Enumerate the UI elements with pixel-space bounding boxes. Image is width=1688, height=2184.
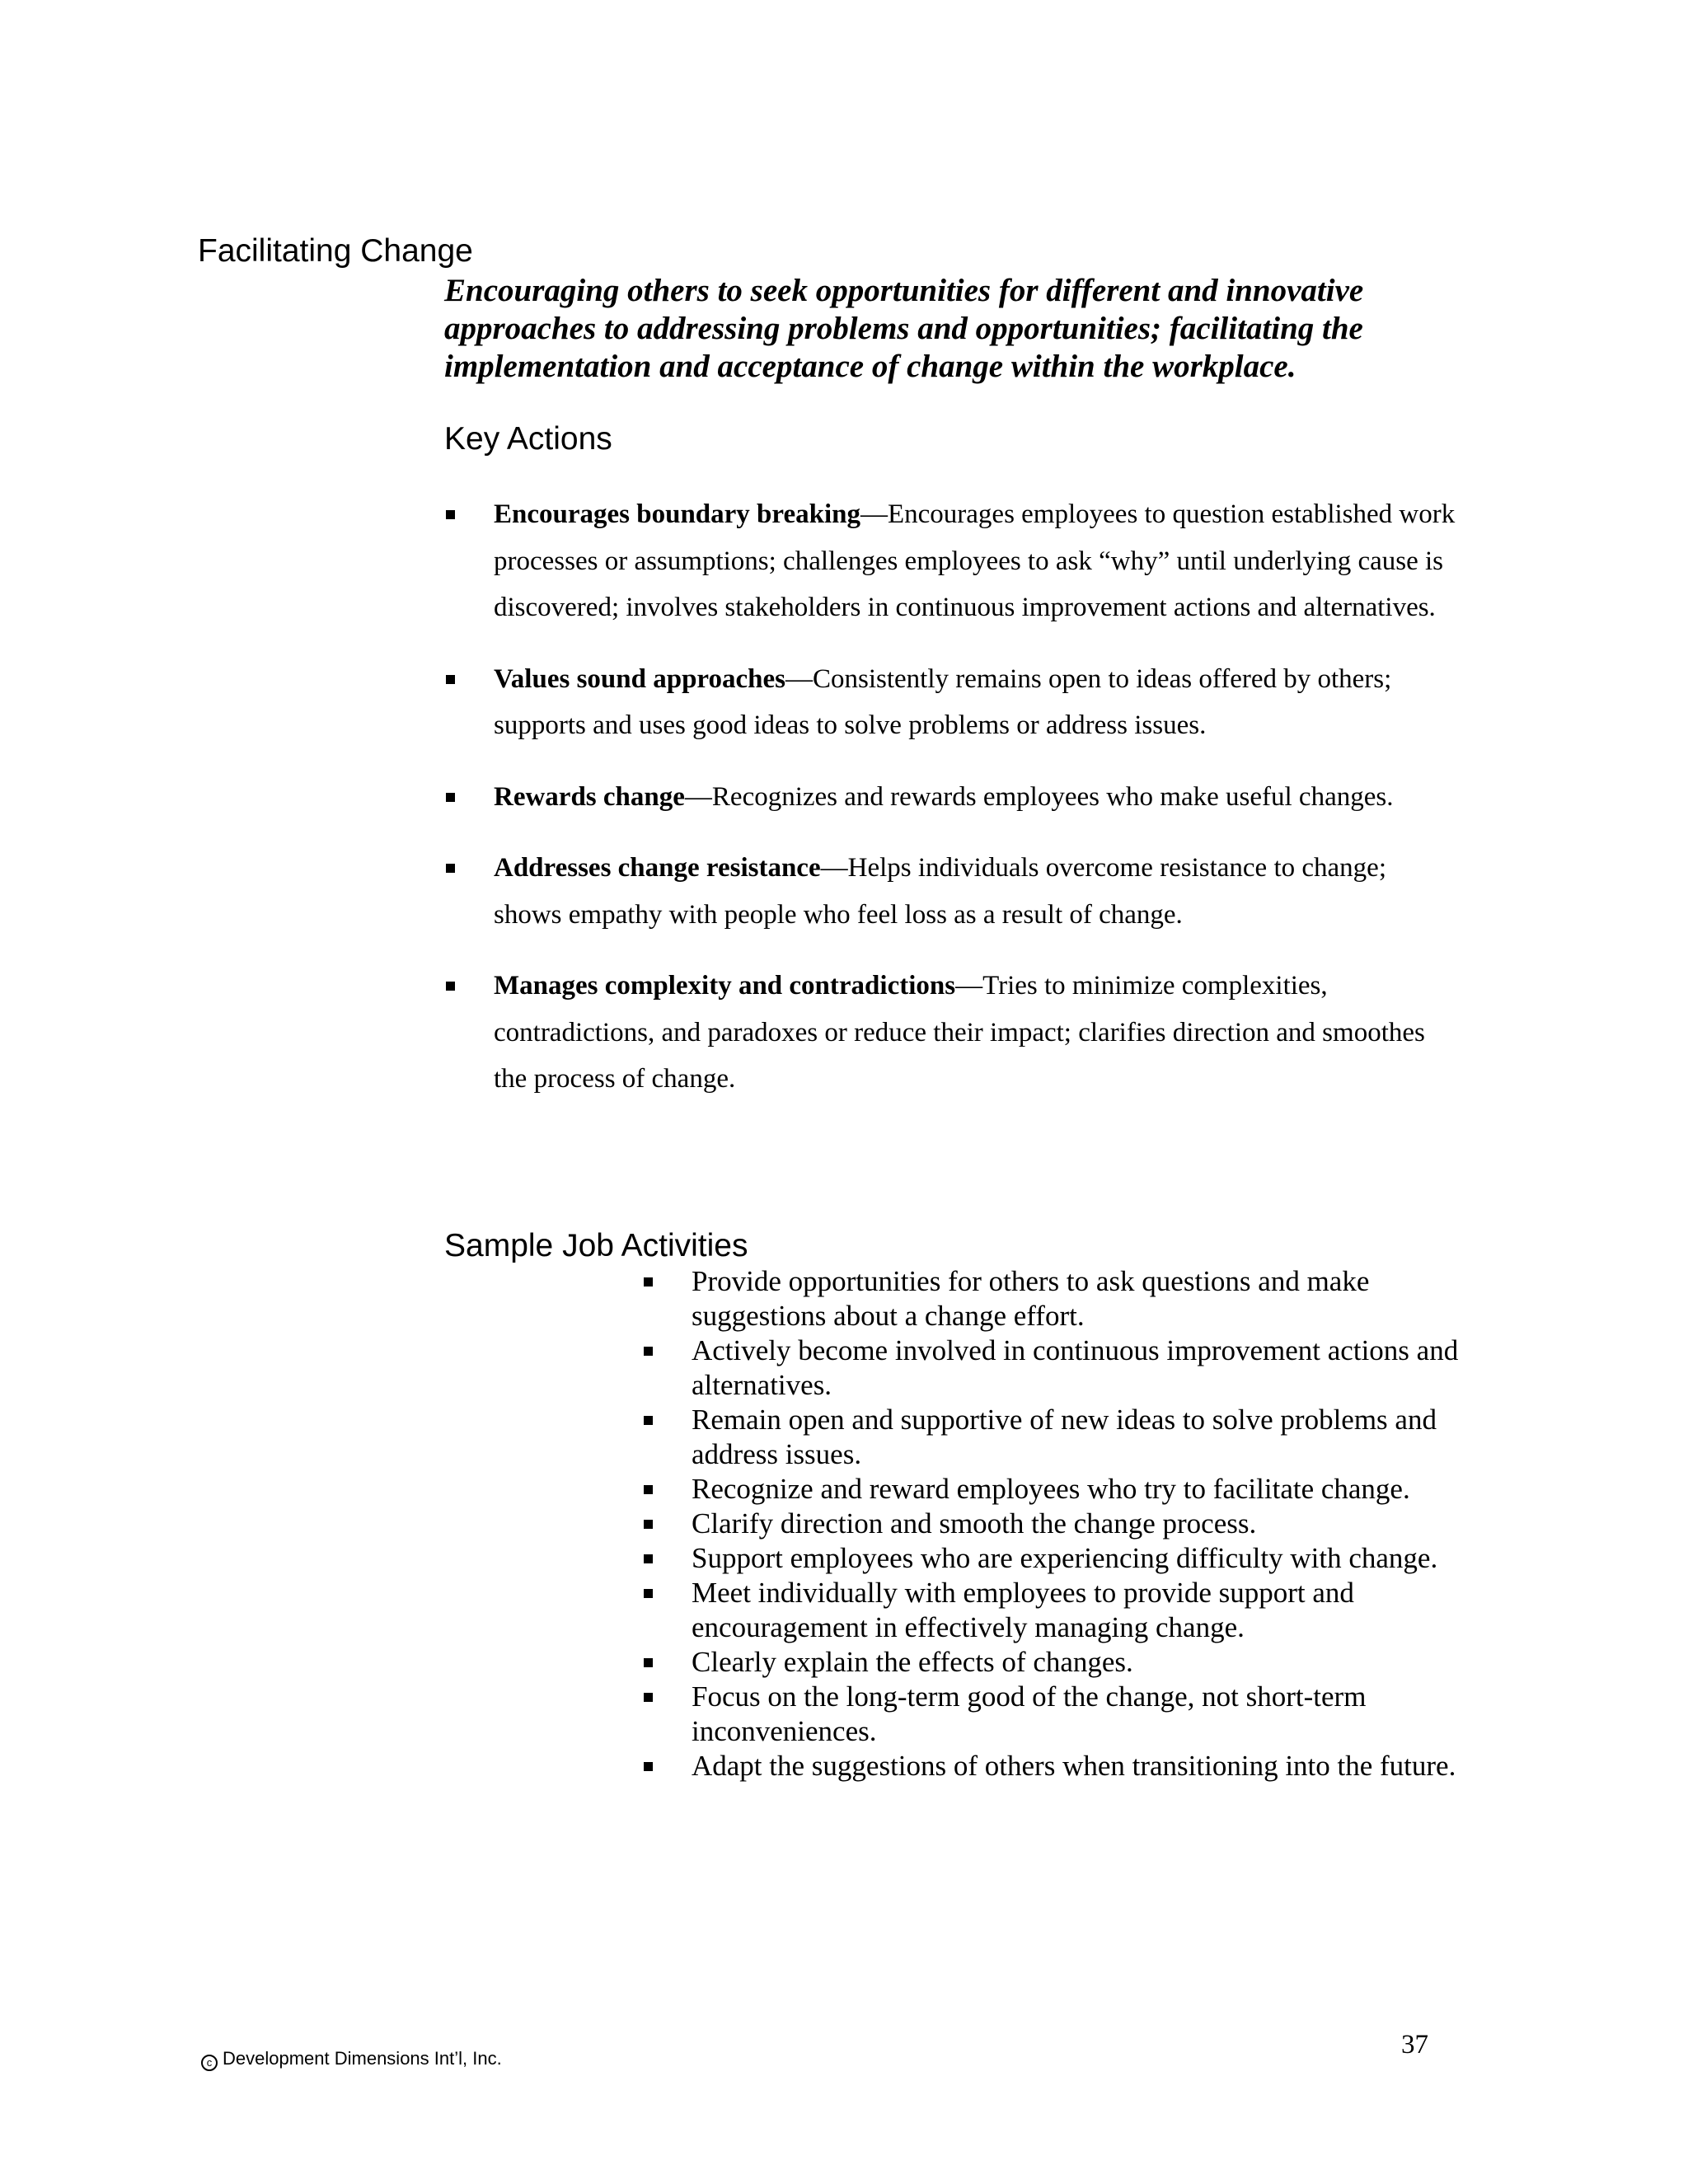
key-action-term: Addresses change resistance (494, 853, 821, 883)
key-action-term: Manages complexity and contradictions (494, 971, 956, 1001)
activity-text: Adapt the suggestions of others when transitioning into the future. (692, 1750, 1456, 1782)
activity-item (642, 1749, 1466, 1783)
key-action-description: —Tries to minimize complexities, contradictions, and paradoxes or reduce their impact; clarifies direction and smoothes the process of change. (494, 971, 1425, 1094)
key-action-term: Encourages boundary breaking (494, 499, 860, 529)
activity-text: Recognize and reward employees who try to facilitate change. (692, 1473, 1410, 1505)
activity-text: Support employees who are experiencing difficulty with change. (692, 1542, 1438, 1574)
key-action-item (444, 845, 1458, 938)
activity-text: Remain open and supportive of new ideas to solve problems and address issues. (692, 1404, 1437, 1470)
activity-text: Clearly explain the effects of changes. (692, 1646, 1133, 1678)
copyright-icon: c (201, 2055, 218, 2071)
square-bullet-icon (446, 793, 455, 802)
square-bullet-icon (644, 1520, 653, 1529)
key-actions-list (444, 491, 1458, 1127)
square-bullet-icon (446, 864, 455, 873)
square-bullet-icon (446, 675, 455, 684)
activity-item (642, 1403, 1466, 1472)
activity-text: Clarify direction and smooth the change process. (692, 1507, 1257, 1540)
sample-job-activities-heading: Sample Job Activities (444, 1228, 748, 1263)
activity-item (642, 1680, 1466, 1749)
copyright-notice (201, 2046, 502, 2071)
page-number: 37 (1401, 2030, 1428, 2060)
square-bullet-icon (644, 1416, 653, 1425)
activity-item (642, 1264, 1466, 1333)
square-bullet-icon (644, 1693, 653, 1702)
activity-item (642, 1472, 1466, 1507)
square-bullet-icon (644, 1658, 653, 1667)
square-bullet-icon (644, 1762, 653, 1771)
copyright-text: Development Dimensions Int’l, Inc. (223, 2048, 502, 2069)
competency-definition: Encouraging others to seek opportunities for different and innovative approaches to addressing problems and opportunities; facilitating the implementation and acceptance of change within the workplace. (444, 273, 1364, 384)
square-bullet-icon (644, 1277, 653, 1286)
activity-text: Actively become involved in continuous improvement actions and alternatives. (692, 1334, 1459, 1401)
square-bullet-icon (644, 1589, 653, 1598)
key-action-term: Rewards change (494, 781, 685, 812)
key-action-description: —Helps individuals overcome resistance to change; shows empathy with people who feel loss as a result of change. (494, 853, 1386, 930)
key-action-term: Values sound approaches (494, 663, 785, 694)
square-bullet-icon (644, 1485, 653, 1494)
activity-item (642, 1576, 1466, 1645)
key-action-description: —Consistently remains open to ideas offered by others; supports and uses good ideas to solve problems or address issues. (494, 663, 1392, 740)
key-action-item (444, 963, 1458, 1103)
square-bullet-icon (644, 1347, 653, 1356)
activity-item (642, 1333, 1466, 1403)
activity-text: Provide opportunities for others to ask questions and make suggestions about a change effort. (692, 1265, 1370, 1332)
square-bullet-icon (644, 1554, 653, 1563)
square-bullet-icon (446, 982, 455, 991)
activity-item (642, 1645, 1466, 1680)
activity-item (642, 1507, 1466, 1541)
key-action-item (444, 491, 1458, 631)
key-actions-heading: Key Actions (444, 421, 612, 457)
activity-item (642, 1541, 1466, 1576)
key-action-description: —Encourages employees to question established work processes or assumptions; challenges employees to ask “why” until underlying cause is discovered; involves stakeholders in continuous improvement actions and alternatives. (494, 499, 1456, 622)
activity-text: Meet individually with employees to provide support and encouragement in effectively managing change. (692, 1577, 1354, 1643)
key-action-item (444, 656, 1458, 749)
activity-text: Focus on the long-term good of the change, not short-term inconveniences. (692, 1680, 1367, 1747)
sample-job-activities-list (642, 1264, 1466, 1783)
page-title: Facilitating Change (198, 233, 473, 269)
key-action-description: —Recognizes and rewards employees who make useful changes. (684, 781, 1394, 812)
square-bullet-icon (446, 510, 455, 519)
key-action-item (444, 774, 1458, 821)
